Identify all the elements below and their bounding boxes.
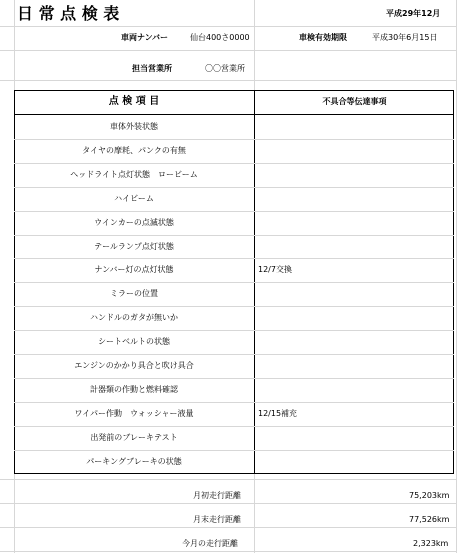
grid-hline (0, 503, 457, 504)
grid-hline (0, 551, 457, 552)
start-distance-value: 75,203km (409, 491, 450, 500)
inspection-item: ウインカーの点滅状態 (94, 217, 174, 227)
inspection-item: エンジンのかかり具合と吹け具合 (74, 361, 194, 370)
col-items-header: 点 検 項 目 (108, 96, 160, 107)
inspection-item: シートベルトの状態 (98, 337, 170, 347)
table-row-line (14, 258, 454, 259)
month-distance-label: 今月の走行距離 (182, 539, 238, 548)
table-row-line (14, 235, 454, 236)
table-row-line (14, 187, 454, 188)
table-row-line (14, 354, 454, 355)
inspection-item: ハイビーム (114, 193, 154, 203)
grid-hline (0, 527, 457, 528)
inspection-item: ミラーの位置 (110, 289, 158, 299)
col-notes-header: 不具合等伝達事項 (322, 97, 387, 106)
inspection-item: ハンドルのガタが無いか (90, 313, 178, 323)
table-row-line (14, 330, 454, 331)
inspection-item: ナンバー灯の点灯状態 (94, 265, 174, 275)
table-row-line (14, 378, 454, 379)
inspection-expiry-label: 車検有効期限 (299, 33, 347, 42)
grid-hline (0, 50, 457, 51)
month-distance-value: 2,323km (413, 539, 449, 548)
table-header-line (14, 114, 454, 115)
page-title: 日 常 点 検 表 (17, 4, 120, 23)
inspection-item: 計器類の作動と燃料確認 (90, 384, 178, 394)
end-distance-value: 77,526km (409, 515, 450, 524)
vehicle-number-label: 車両ナンバー (121, 33, 169, 42)
inspection-item: パーキングブレーキの状態 (86, 456, 182, 466)
table-row-line (14, 282, 454, 283)
grid-hline (0, 80, 457, 81)
start-distance-label: 月初走行距離 (193, 491, 241, 500)
inspection-item: 出発前のブレーキテスト (90, 432, 178, 442)
inspection-note: 12/7交換 (258, 265, 292, 275)
table-row-line (14, 450, 454, 451)
table-row-line (14, 306, 454, 307)
grid-hline (0, 479, 457, 480)
inspection-item: タイヤの摩耗、パンクの有無 (82, 145, 186, 155)
table-row-line (14, 163, 454, 164)
office-value: 〇〇営業所 (205, 64, 245, 73)
inspection-item: ヘッドライト点灯状態 ロービーム (70, 169, 198, 179)
office-label: 担当営業所 (132, 64, 172, 73)
date: 平成29年12月 (386, 9, 441, 18)
table-row-line (14, 139, 454, 140)
table-row-line (14, 211, 454, 212)
inspection-item: 車体外装状態 (110, 122, 158, 131)
inspection-expiry-value: 平成30年6月15日 (372, 33, 438, 42)
grid-hline (0, 26, 457, 27)
end-distance-label: 月末走行距離 (193, 515, 241, 524)
inspection-item: テールランプ点灯状態 (94, 241, 174, 251)
table-row-line (14, 426, 454, 427)
table-row-line (14, 402, 454, 403)
inspection-table (14, 90, 454, 474)
inspection-note: 12/15補充 (258, 408, 298, 418)
vehicle-number-value: 仙台400さ0000 (190, 33, 250, 42)
inspection-item: ワイパー作動 ウォッシャー液量 (74, 408, 194, 418)
